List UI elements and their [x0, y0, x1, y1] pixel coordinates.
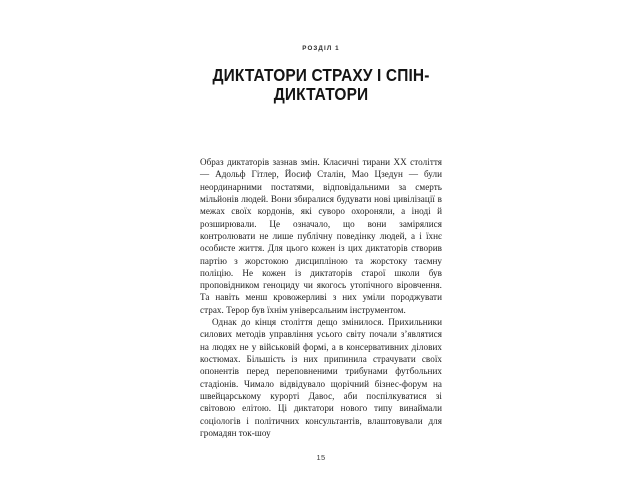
page-number: 15 — [316, 453, 326, 462]
body-text-block — [200, 156, 442, 439]
paragraph-2: Однак до кінця століття дещо змінилося. Прихильники силових методів управління усього світу почали з’являтися на людях не у військовій формі, а в консервативних ділових костюмах. Більшість із них припинила страчувати своїх опонентів перед переповненими трибунами футбольних стадіонів. Чимало відвідувало щорічний бізнес-форум на швейцарському курорті Давос, аби поспілкуватися зі світовою елітою. Ці диктатори нового типу винаймали соціологів і політичних консультантів, влаштовували для громадян ток-шоу — [200, 317, 442, 438]
chapter-title: ДИКТАТОРИ СТРАХУ І СПІН-ДИКТАТОРИ — [212, 64, 430, 104]
chapter-number-label: РОЗДІЛ 1 — [302, 45, 340, 52]
chapter-heading-block — [200, 46, 442, 105]
paragraph-1: Образ диктаторів зазнав змін. Класичні тирани XX століття — Адольф Гітлер, Йосиф Сталін, Мао Цзедун — були неординарними постатями, відповідальними за смерть мільйонів людей. Вони збиралися будувати нові цивілізації в межах своїх кордонів, які суворо охороняли, а іноді й розширювали. Це означало, що вони замірялися контролювати не лише публічну поведінку людей, а і їхнє особисте життя. Для цього кожен із цих диктаторів створив партію з жорстокою дисципліною та жорстоку таємну поліцію. Не кожен із диктаторів старої школи був проповідником геноциду чи якогось утопічного віровчення. Та навіть менш кровожерливі з них уміли породжувати страх. Терор був їхнім універсальним інструментом. — [200, 157, 442, 315]
